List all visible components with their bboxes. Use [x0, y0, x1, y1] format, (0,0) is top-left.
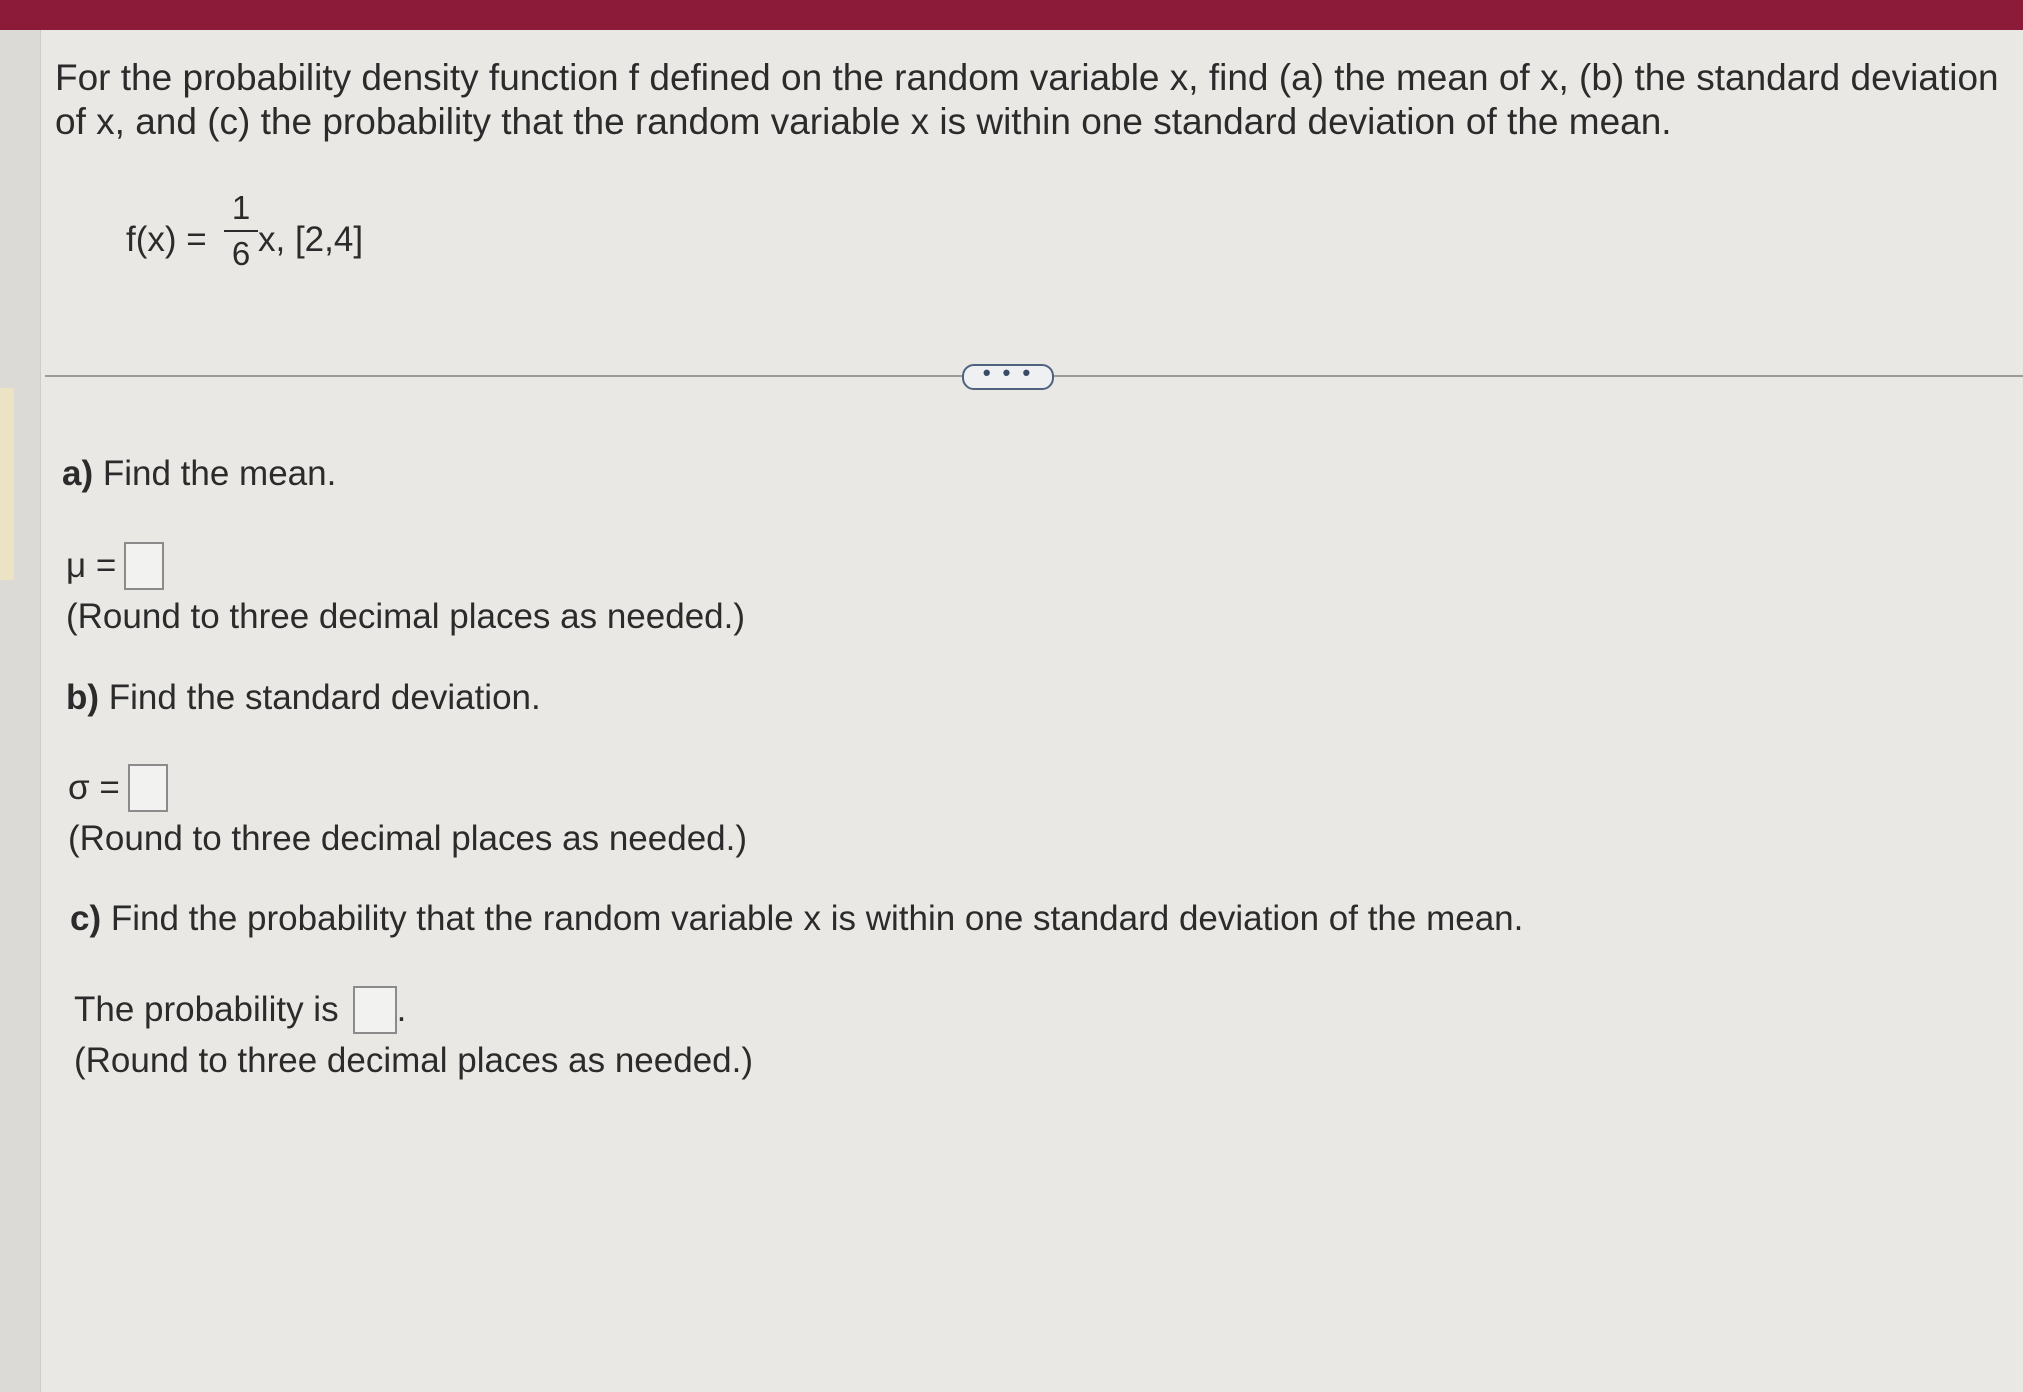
part-c-prompt: Find the probability that the random variable x is within one standard deviation of the mean. [110, 899, 1524, 938]
formula-rhs: x, [2,4] [258, 220, 364, 259]
part-b-rounding-hint: (Round to three decimal places as needed.) [68, 819, 748, 858]
part-c-answer-row [74, 986, 406, 1034]
sigma-symbol: σ = [68, 768, 120, 807]
part-b-prompt: Find the standard deviation. [108, 678, 541, 717]
part-b-letter: b) [66, 678, 100, 717]
left-panel-edge [0, 30, 41, 1392]
part-a-letter: a) [62, 454, 94, 493]
probability-answer-input[interactable] [353, 986, 397, 1034]
part-a-rounding-hint: (Round to three decimal places as needed.) [66, 597, 746, 636]
left-highlight-strip [0, 388, 14, 580]
top-header-bar [0, 0, 2023, 30]
part-b-heading [66, 677, 541, 719]
mu-symbol: μ = [66, 546, 117, 585]
part-a-answer-row [66, 542, 164, 590]
std-dev-answer-input[interactable] [128, 764, 168, 812]
formula-lhs: f(x) = [126, 220, 207, 259]
part-c-heading [70, 898, 1523, 940]
mean-answer-input[interactable] [124, 542, 164, 590]
part-b-answer-row [68, 764, 168, 812]
probability-prefix: The probability is [74, 990, 339, 1029]
probability-suffix: . [396, 990, 407, 1029]
expand-more-button[interactable]: • • • [962, 364, 1054, 390]
part-c-rounding-hint: (Round to three decimal places as needed.) [74, 1041, 754, 1080]
fraction-bar [224, 230, 258, 232]
fraction-denominator: 6 [231, 235, 251, 272]
part-a-prompt: Find the mean. [102, 454, 337, 493]
part-a-heading [62, 453, 336, 495]
question-text: For the probability density function f defined on the random variable x, find (a) the mean of x, (b) the standard deviation of x, and (c) the probability that the random variable x is within one standard deviation of the mean. [55, 57, 1999, 142]
part-c-letter: c) [70, 899, 102, 938]
fraction-numerator: 1 [231, 189, 251, 226]
formula-fraction [224, 188, 258, 274]
